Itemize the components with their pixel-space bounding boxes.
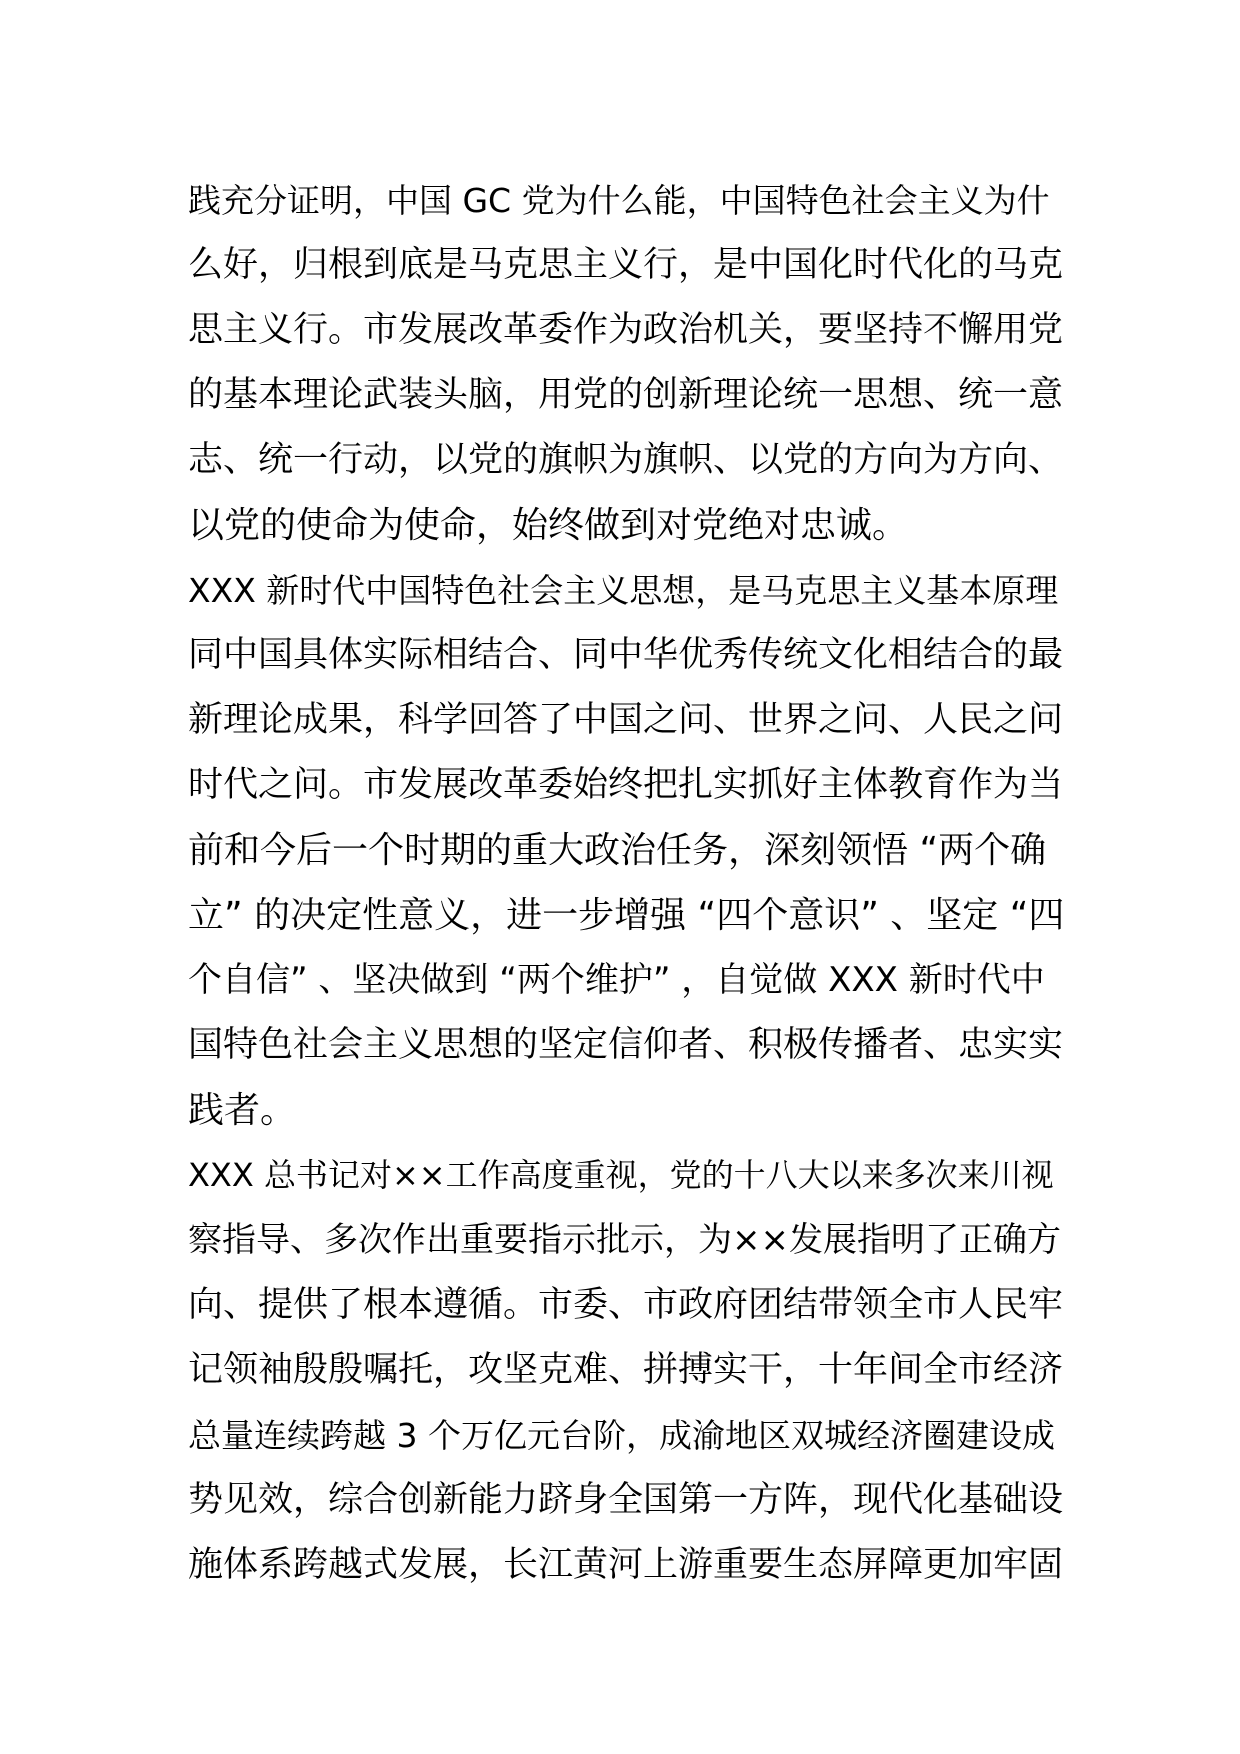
text-line: 前和今后一个时期的重大政治任务，深刻领悟 “两个确	[188, 830, 1047, 871]
text-line: 记领袖殷殷嘱托，攻坚克难、拼搏实干，十年间全市经济	[188, 1350, 1064, 1390]
text-line: 察指导、多次作出重要指示批示，为××发展指明了正确方	[188, 1220, 1061, 1260]
text-line: 个自信” 、坚决做到 “两个维护” ，自觉做 XXX 新时代中	[188, 960, 1045, 1000]
text-line: 以党的使命为使命，始终做到对党绝对忠诚。	[188, 505, 909, 546]
text-line: 思主义行。市发展改革委作为政治机关，要坚持不懈用党	[188, 310, 1064, 350]
text-line: 践者。	[188, 1090, 297, 1131]
text-line: 同中国具体实际相结合、同中华优秀传统文化相结合的最	[188, 635, 1064, 675]
body-text	[188, 168, 1068, 1598]
text-line: 践充分证明，中国 GC 党为什么能，中国特色社会主义为什	[188, 181, 1050, 220]
text-line: 总量连续跨越 3 个万亿元台阶，成渝地区双城经济圈建设成	[188, 1416, 1055, 1455]
text-line: 立” 的决定性意义，进一步增强 “四个意识” 、坚定 “四	[188, 895, 1065, 936]
text-line: 向、提供了根本遵循。市委、市政府团结带领全市人民牢	[188, 1285, 1064, 1325]
text-line: XXX 总书记对××工作高度重视，党的十八大以来多次来川视	[188, 1156, 1054, 1194]
text-line: 么好，归根到底是马克思主义行，是中国化时代化的马克	[188, 245, 1064, 285]
text-line: 施体系跨越式发展，长江黄河上游重要生态屏障更加牢固	[188, 1545, 1064, 1585]
text-line: 新理论成果，科学回答了中国之问、世界之问、人民之问	[188, 700, 1064, 740]
text-line: 时代之问。市发展改革委始终把扎实抓好主体教育作为当	[188, 765, 1064, 805]
text-line: XXX 新时代中国特色社会主义思想，是马克思主义基本原理	[188, 571, 1059, 610]
text-line: 国特色社会主义思想的坚定信仰者、积极传播者、忠实实	[188, 1025, 1064, 1065]
text-line: 志、统一行动，以党的旗帜为旗帜、以党的方向为方向、	[188, 440, 1064, 480]
text-line: 势见效，综合创新能力跻身全国第一方阵，现代化基础设	[188, 1480, 1064, 1520]
text-line: 的基本理论武装头脑，用党的创新理论统一思想、统一意	[188, 375, 1064, 415]
